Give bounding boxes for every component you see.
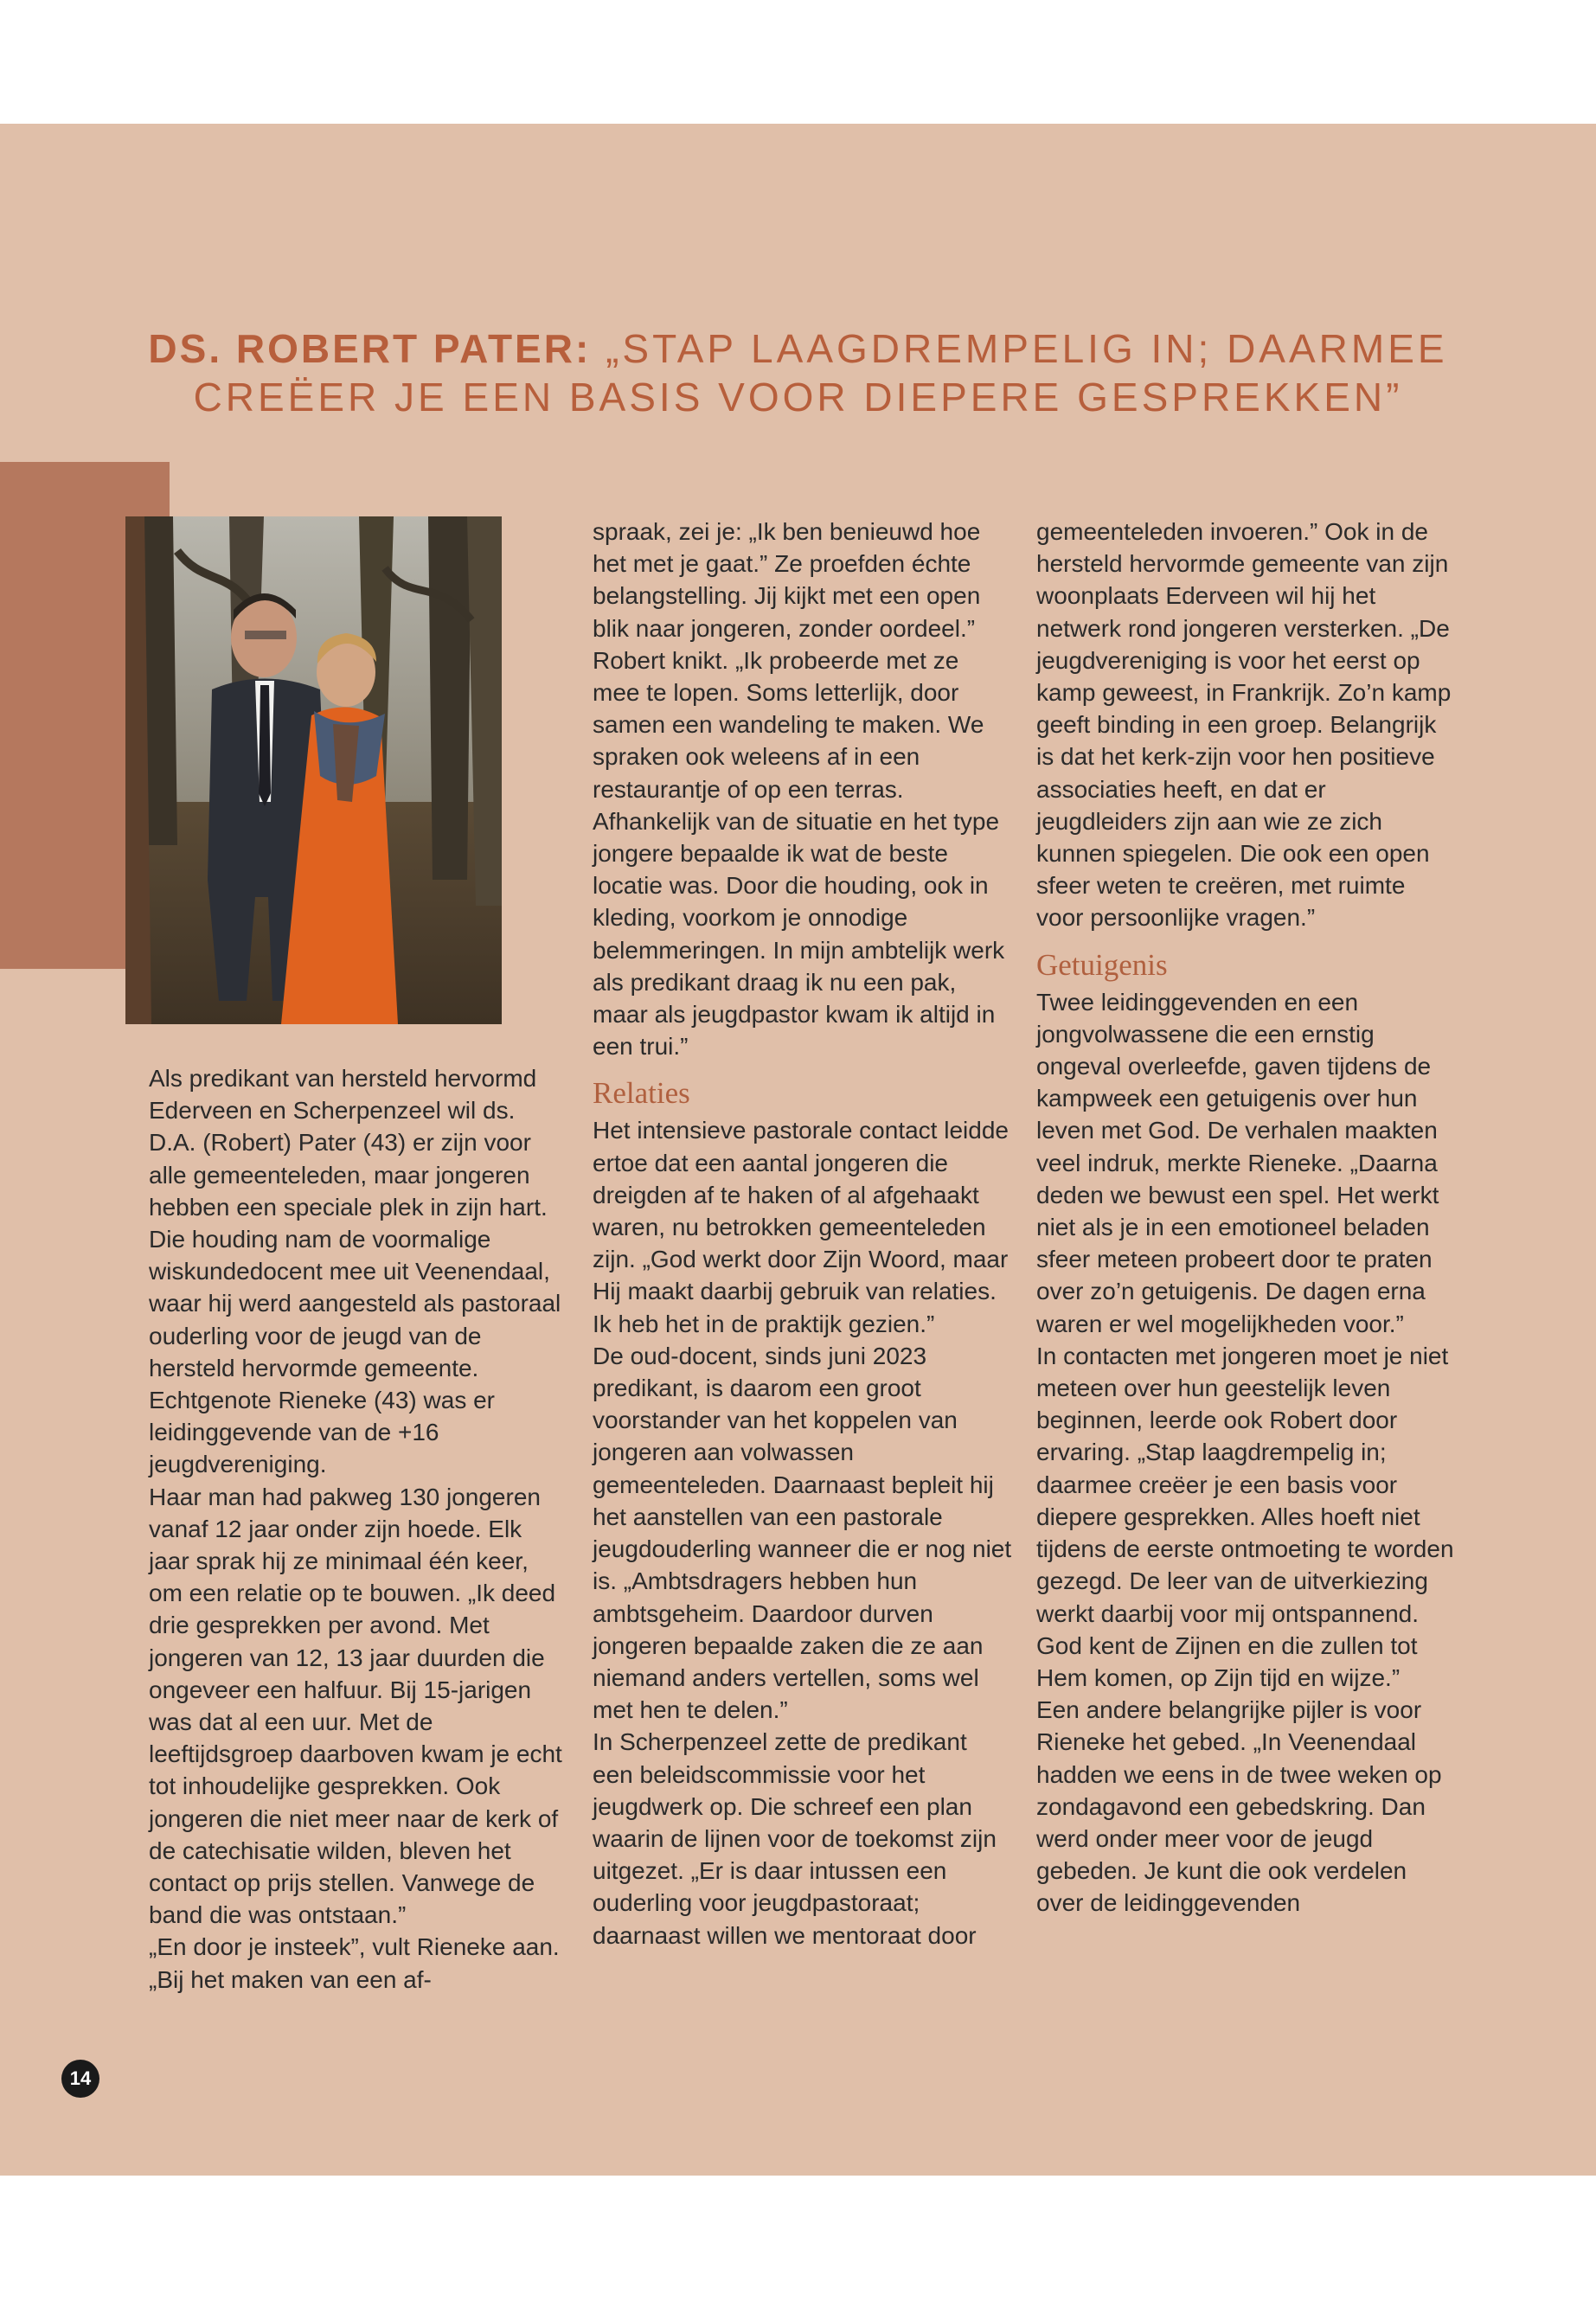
paragraph: In contacten met jongeren moet je niet meteen over hun geestelijk leven beginnen, leerde ook Robert door ervaring. „Stap laagdrempelig in; daarmee creëer je een basis voor diepere gesprekken. Alles hoeft niet tijdens de eerste ontmoeting te worden gezegd. De leer van de uitverkiezing werkt daarbij voor mij ontspannend. God kent de Zijnen en die zullen tot Hem komen, op Zijn tijd en wijze.” bbox=[1036, 1342, 1454, 1691]
photo-illustration bbox=[125, 516, 502, 1024]
article-headline bbox=[0, 324, 1596, 421]
headline-name: DS. ROBERT PATER: bbox=[148, 326, 592, 371]
paragraph: spraak, zei je: „Ik ben benieuwd hoe het met je gaat.” Ze proefden échte belangstelling. Jij kijkt met een open blik naar jongeren, zonder oordeel.” bbox=[593, 518, 981, 642]
article-column-1 bbox=[149, 1062, 568, 1996]
paragraph: Haar man had pakweg 130 jongeren vanaf 12 jaar onder zijn hoede. Elk jaar sprak hij ze minimaal één keer, om een relatie op te bouwen. „Ik deed drie gesprekken per avond. Met jongeren van 12, 13 jaar duurden die ongeveer een halfuur. Bij 15-jarigen was dat al een uur. Met de leeftijdsgroep daarboven kwam je echt tot inhoudelijke gesprekken. Ook jongeren die niet meer naar de kerk of de catechisatie wilden, bleven het contact op prijs stellen. Vanwege de band die was ontstaan.” bbox=[149, 1483, 562, 1929]
section-heading-relaties: Relaties bbox=[593, 1076, 690, 1111]
section-heading-getuigenis: Getuigenis bbox=[1036, 947, 1168, 982]
paragraph: Het intensieve pastorale contact leidde ertoe dat een aantal jongeren die dreigden af te haken of al afgehaakt waren, nu betrokken gemeenteleden zijn. „God werkt door Zijn Woord, maar Hij maakt daarbij gebruik van relaties. Ik heb het in de praktijk gezien.” bbox=[593, 1117, 1009, 1337]
paragraph: Robert knikt. „Ik probeerde met ze mee te lopen. Soms letterlijk, door samen een wandeling te maken. We spraken ook weleens af in een restaurantje of op een terras. Afhankelijk van de situatie en het type jongere bepaalde ik wat de beste locatie was. Door die houding, ook in kleding, voorkom je onnodige belemmeringen. In mijn ambtelijk werk als predikant draag ik nu een pak, maar als jeugdpastor kwam ik altijd in een trui.” bbox=[593, 646, 1005, 1061]
paragraph: Als predikant van hersteld hervormd Ederveen en Scherpenzeel wil ds. D.A. (Robert) Pater (43) er zijn voor alle gemeenteleden, maar jongeren hebben een speciale plek in zijn hart. Die houding nam de voormalige wiskundedocent mee uit Veenendaal, waar hij werd aangesteld als pastoraal ouderling voor de jeugd van de hersteld hervormde gemeente. Echtgenote Rieneke (43) was er leidinggevende van de +16 jeugdvereniging. bbox=[149, 1065, 561, 1478]
article-column-2 bbox=[593, 516, 1012, 1952]
paragraph: gemeenteleden invoeren.” Ook in de hersteld hervormde gemeente van zijn woonplaats Ederveen wil hij het netwerk rond jongeren versterken. „De jeugdvereniging is voor het eerst op kamp geweest, in Frankrijk. Zo’n kamp geeft binding in een groep. Belangrijk is dat het kerk-zijn voor hen positieve associaties heeft, en dat er jeugdleiders zijn aan wie ze zich kunnen spiegelen. Die ook een open sfeer weten te creëren, met ruimte voor persoonlijke vragen.” bbox=[1036, 518, 1452, 932]
headline-quote-part-1: „STAP LAAGDREMPELIG IN; DAARMEE bbox=[606, 326, 1448, 371]
paragraph: In Scherpenzeel zette de predikant een beleidscommissie voor het jeugdwerk op. Die schreef een plan waarin de lijnen voor de toekomst zijn uitgezet. „Er is daar intussen een ouderling voor jeugdpastoraat; daarnaast willen we mentoraat door bbox=[593, 1728, 997, 1949]
article-column-3 bbox=[1036, 516, 1456, 1920]
paragraph: „En door je insteek”, vult Rieneke aan. „Bij het maken van een af- bbox=[149, 1933, 560, 1993]
headline-quote-part-2: CREËER JE EEN BASIS VOOR DIEPERE GESPREKKEN” bbox=[193, 375, 1403, 420]
paragraph: Een andere belangrijke pijler is voor Rieneke het gebed. „In Veenendaal hadden we eens in de twee weken op zondagavond een gebedskring. Dan werd onder meer voor de jeugd gebeden. Je kunt die ook verdelen over de leidinggevenden bbox=[1036, 1696, 1442, 1917]
page-number-badge: 14 bbox=[61, 2060, 99, 2098]
headline-line-1 bbox=[0, 324, 1596, 373]
paragraph: Twee leidinggevenden en een jongvolwassene die een ernstig ongeval overleefde, gaven tijdens de kampweek een getuigenis over hun leven met God. De verhalen maakten veel indruk, merkte Rieneke. „Daarna deden we bewust een spel. Het werkt niet als je in een emotioneel beladen sfeer meteen probeert door te praten over zo’n getuigenis. De dagen erna waren er wel mogelijkheden voor.” bbox=[1036, 988, 1439, 1337]
paragraph: De oud-docent, sinds juni 2023 predikant, is daarom een groot voorstander van het koppelen van jongeren aan volwassen gemeenteleden. Daarnaast bepleit hij het aanstellen van een pastorale jeugdouderling wanneer die er nog niet is. „Ambtsdragers hebben hun ambtsgeheim. Daardoor durven jongeren bepaalde zaken die ze aan niemand anders vertellen, soms wel met hen te delen.” bbox=[593, 1342, 1012, 1724]
article-photo bbox=[125, 516, 502, 1024]
